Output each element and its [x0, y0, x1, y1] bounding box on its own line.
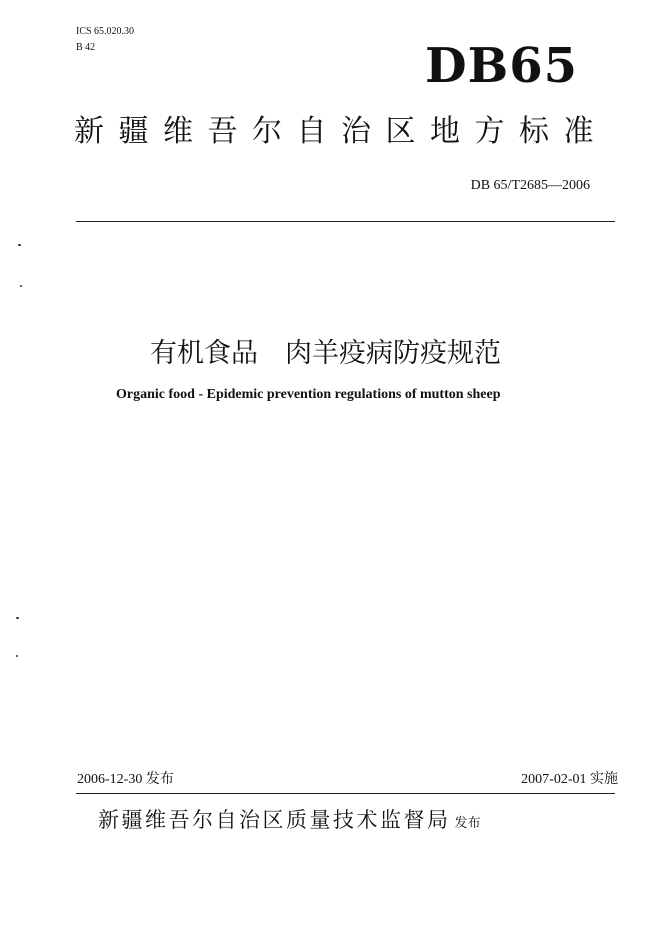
scan-speck	[20, 285, 22, 287]
scan-speck	[16, 655, 18, 657]
issuer-name: 新疆维吾尔自治区质量技术监督局	[98, 808, 451, 832]
publish-date: 2006-12-30 发布	[77, 772, 174, 787]
issuing-authority	[98, 805, 481, 839]
standard-logo: DB65	[425, 38, 578, 94]
scan-speck	[18, 244, 21, 246]
scan-speck	[16, 617, 19, 619]
standard-number: DB 65/T2685—2006	[470, 178, 590, 193]
footer-divider	[76, 793, 615, 794]
standard-type-title: 新疆维吾尔自治区地方标准	[74, 114, 608, 149]
issuer-suffix: 发布	[454, 816, 481, 831]
ccs-code: B 42	[76, 42, 96, 53]
ics-code: ICS 65.020.30	[76, 26, 135, 37]
document-title-english: Organic food - Epidemic prevention regulations of mutton sheep	[116, 387, 501, 402]
header-divider	[76, 221, 615, 222]
implement-date: 2007-02-01 实施	[521, 772, 618, 787]
document-title-chinese: 有机食品 肉羊疫病防疫规范	[150, 338, 501, 369]
